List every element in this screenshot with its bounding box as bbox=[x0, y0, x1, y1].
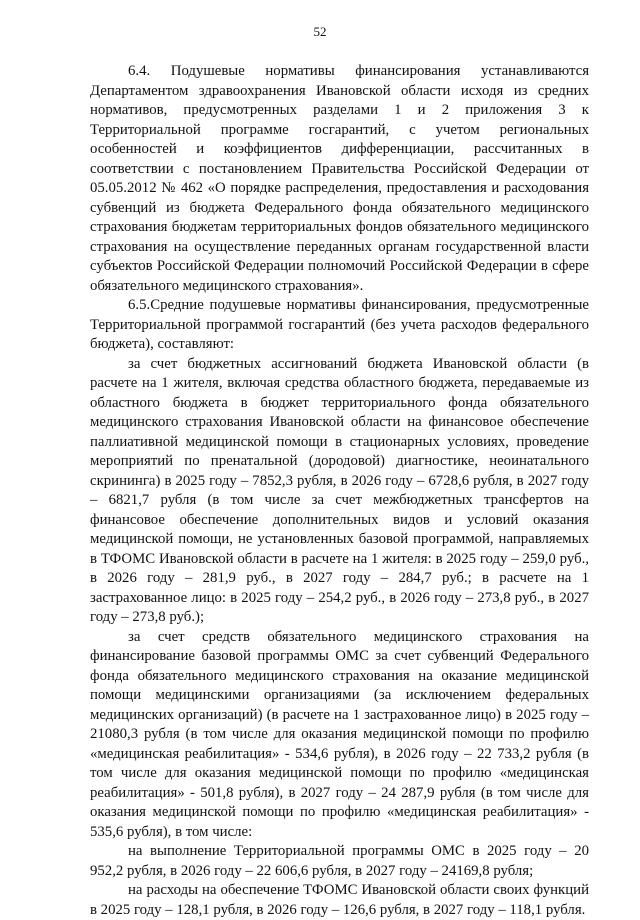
paragraph-budget-allocations: за счет бюджетных ассигнований бюджета Ивановской области (в расчете на 1 жителя, включая средства областного бюджета, передаваемые из областного бюджета в бюджет территориального фонда обязательного медицинского страхования Ивановской области на финансовое обеспечение паллиативной медицинской помощи в стационарных условиях, проведение мероприятий по пренатальной (дородовой) диагностике, неоинатального скрининга) в 2025 году – 7852,3 рубля, в 2026 году – 6728,6 рубля, в 2027 году – 6821,7 рубля (в том числе за счет межбюджетных трансфертов на финансовое обеспечение дополнительных видов и условий оказания медицинской помощи, не установленных базовой программой, направляемых в ТФОМС Ивановской области в расчете на 1 жителя: в 2025 году – 259,0 руб., в 2026 году – 281,9 руб., в 2027 году – 284,7 руб.; в расчете на 1 застрахованное лицо: в 2025 году – 254,2 руб., в 2026 году – 273,8 руб., в 2027 году – 273,8 руб.); bbox=[90, 355, 589, 625]
paragraph-6-4: 6.4. Подушевые нормативы финансирования устанавливаются Департаментом здравоохранения Ивановской области исходя из средних нормативов, предусмотренных разделами 1 и 2 приложения 3 к Территориальной программе госгарантий, с учетом региональных особенностей и коэффициентов дифференциации, рассчитанных в соответствии с постановлением Правительства Российской Федерации от 05.05.2012 № 462 «О порядке распределения, предоставления и расходования субвенций из бюджета Федерального фонда обязательного медицинского страхования бюджетам территориальных фондов обязательного медицинского страхования на осуществление переданных органам государственной власти субъектов Российской Федерации полномочий Российской Федерации в сфере обязательного медицинского страхования». bbox=[90, 63, 589, 294]
paragraph-oms-funds: за счет средств обязательного медицинского страхования на финансирование базовой программы ОМС за счет субвенций Федерального фонда обязательного медицинского страхования на оказание медицинской помощи медицинскими организациями (за исключением федеральных медицинских организаций) (в расчете на 1 застрахованное лицо) в 2025 году – 21080,3 рубля (в том числе для оказания медицинской помощи по профилю «медицинская реабилитация» - 534,6 рубля), в 2026 году – 22 733,2 рубля (в том числе для оказания медицинской помощи по профилю «медицинская реабилитация» - 501,8 рубля), в 2027 году – 24 287,9 рубля (в том числе для оказания медицинской помощи по профилю «медицинская реабилитация» - 535,6 рубля), в том числе: bbox=[90, 628, 589, 840]
paragraph-6-5: 6.5.Средние подушевые нормативы финансирования, предусмотренные Территориальной программой госгарантий (без учета расходов федерального бюджета), составляют: bbox=[90, 297, 589, 352]
paragraph-territorial-program: на выполнение Территориальной программы ОМС в 2025 году – 20 952,2 рубля, в 2026 году – 22 606,6 рубля, в 2027 году – 24169,8 рубля; bbox=[90, 843, 589, 879]
document-body bbox=[90, 62, 589, 920]
paragraph-tfoms-functions: на расходы на обеспечение ТФОМС Ивановской области своих функций в 2025 году – 128,1 рубля, в 2026 году – 126,6 рубля, в 2027 году – 118,1 рубля. bbox=[90, 882, 589, 918]
page-number: 52 bbox=[313, 24, 327, 39]
